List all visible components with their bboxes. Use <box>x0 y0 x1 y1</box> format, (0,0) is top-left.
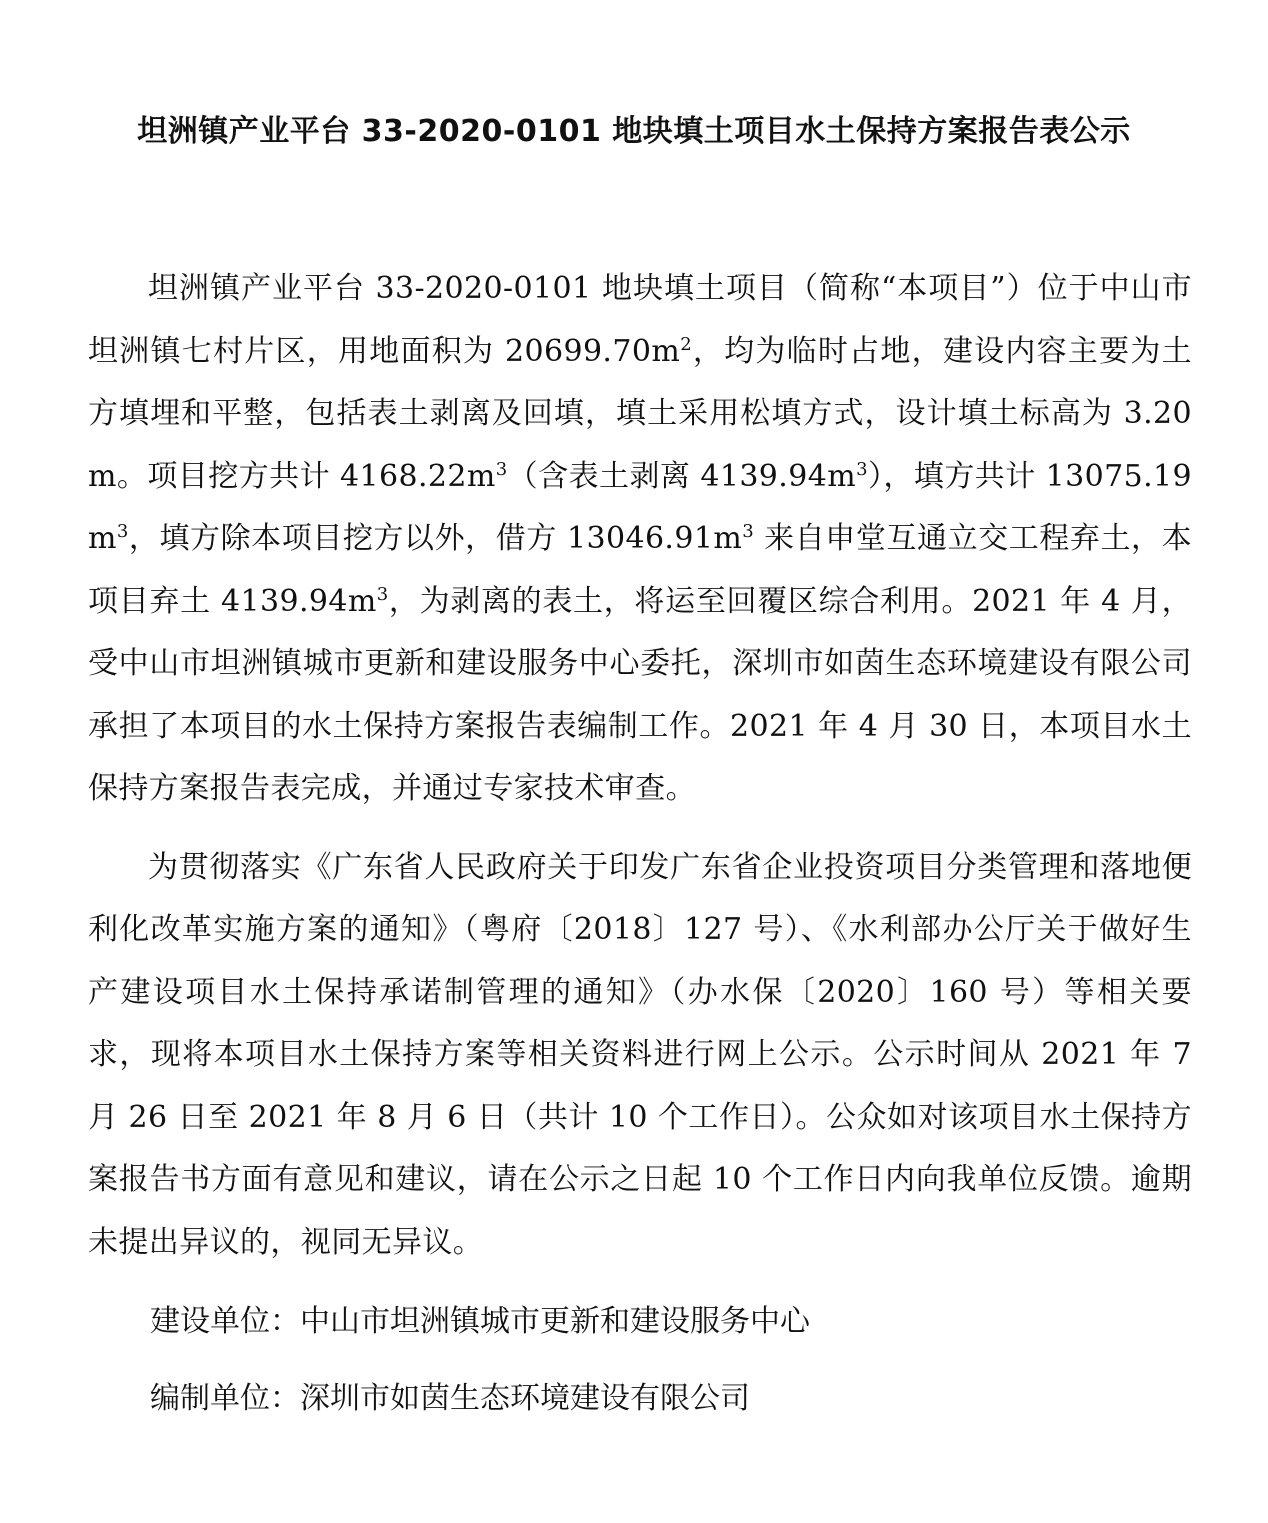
superscript-3: 3 <box>116 521 129 542</box>
construction-unit: 建设单位：中山市坦洲镇城市更新和建设服务中心 <box>150 1304 810 1339</box>
superscript-3: 3 <box>856 458 868 480</box>
superscript-3: 3 <box>495 458 508 480</box>
document-body <box>88 258 1192 1430</box>
overview-text-1: 坦洲镇产业平台 33-2020-0101 地块填土项目（简称“本项目”）位于中山市坦洲镇七村片区，用地面积为 20699.70m <box>88 271 1192 369</box>
compiling-unit: 编制单位：深圳市如茵生态环境建设有限公司 <box>150 1381 750 1416</box>
paragraph-project-overview <box>88 258 1192 821</box>
overview-text-7: ，为剥离的表土，将运至回覆区综合利用。2021 年 4 月，受中山市坦洲镇城市更新和建设服务中心委托，深圳市如茵生态环境建设有限公司承担了本项目的水土保持方案报告表编制工作。2021 年 4 月 30 日，本项目水土保持方案报告表完成，并通过专家技术审查。 <box>88 583 1192 806</box>
signature-block <box>88 1291 1192 1430</box>
paragraph-publicity-notice: 为贯彻落实《广东省人民政府关于印发广东省企业投资项目分类管理和落地便利化改革实施方案的通知》（粤府〔2018〕127 号）、《水利部办公厅关于做好生产建设项目水土保持承诺制管理的通知》（办水保〔2020〕160 号）等相关要求，现将本项目水土保持方案等相关资料进行网上公示。公示时间从 2021 年 7 月 26 日至 2021 年 8 月 6 日（共计 10 个工作日）。公众如对该项目水土保持方案报告书方面有意见和建议，请在公示之日起 10 个工作日内向我单位反馈。逾期未提出异议的，视同无异议。 <box>88 849 1192 1260</box>
superscript-2: 2 <box>680 333 693 355</box>
overview-text-2: ，均为临时占地，建设内容主要为土方填埋和平整，包括表土剥离及回填，填土采用松填方式，设计填土标高为 3.20m。项目挖方共计 4168.22m <box>88 333 1192 494</box>
superscript-3: 3 <box>376 583 389 605</box>
superscript-3: 3 <box>742 521 755 542</box>
overview-text-4: ），填方共计 13075.19m <box>88 458 1193 556</box>
document-title: 坦洲镇产业平台 33-2020-0101 地块填土项目水土保持方案报告表公示 <box>137 114 1131 149</box>
overview-text-3: （含表土剥离 4139.94m <box>507 458 857 494</box>
overview-text-6: 来自申堂互通立交工程弃土，本项目弃土 4139.94m <box>88 521 1192 619</box>
overview-text-5: ，填方除本项目挖方以外，借方 13046.91m <box>128 521 743 556</box>
